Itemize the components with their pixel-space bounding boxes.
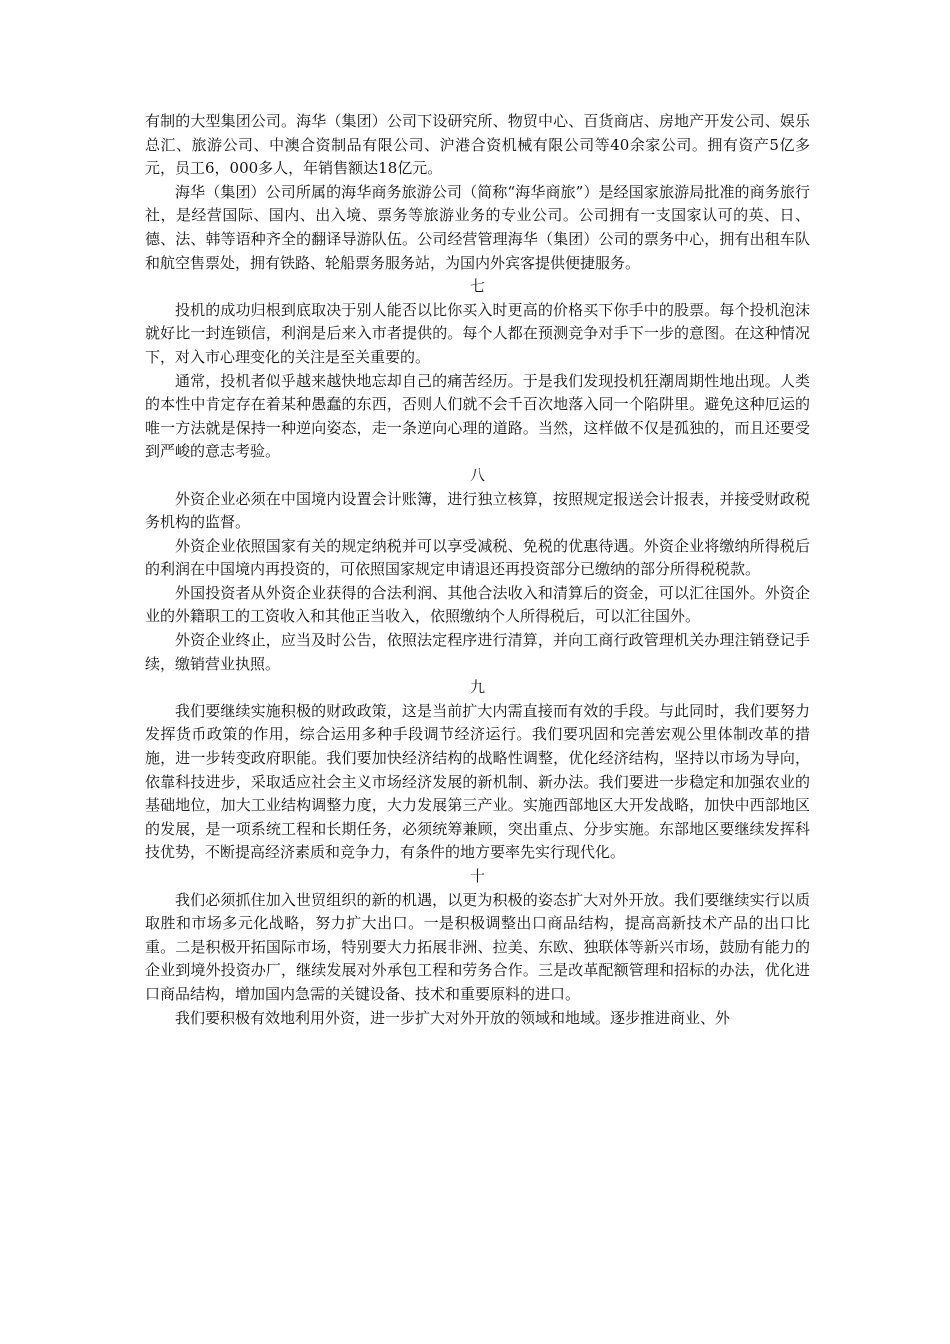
paragraph: 我们必须抓住加入世贸组织的新的机遇，以更为积极的姿态扩大对外开放。我们要继续实行以质取胜和市场多元化战略，努力扩大出口。一是积极调整出口商品结构，提高高新技术产品的出口比重。二是积极开拓国际市场，特别要大力拓展非洲、拉美、东欧、独联体等新兴市场，鼓励有能力的企业到境外投资办厂，继续发展对外承包工程和劳务合作。三是改革配额管理和招标的办法，优化进口商品结构，增加国内急需的关键设备、技术和重要原料的进口。	[145, 890, 810, 1003]
paragraph: 外资企业必须在中国境内设置会计账簿，进行独立核算，按照规定报送会计报表，并接受财政税务机构的监督。	[145, 489, 810, 532]
paragraph: 有制的大型集团公司。海华（集团）公司下设研究所、物贸中心、百货商店、房地产开发公司、娱乐总汇、旅游公司、中澳合资制品有限公司、沪港合资机械有限公司等40余家公司。拥有资产5亿多元，员工6，000多人，年销售额达18亿元。	[145, 112, 810, 178]
section-heading: 七	[469, 277, 485, 296]
paragraph: 外国投资者从外资企业获得的合法利润、其他合法收入和清算后的资金，可以汇往国外。外资企业的外籍职工的工资收入和其他正当收入，依照缴纳个人所得税后，可以汇往国外。	[145, 583, 810, 626]
document-page	[145, 110, 810, 1030]
paragraph: 外资企业依照国家有关的规定纳税并可以享受减税、免税的优惠待遇。外资企业将缴纳所得税后的利润在中国境内再投资的，可依照国家规定申请退还再投资部分已缴纳的部分所得税税款。	[145, 536, 810, 579]
paragraph: 我们要积极有效地利用外资，进一步扩大对外开放的领域和地域。逐步推进商业、外	[175, 1008, 731, 1027]
paragraph: 投机的成功归根到底取决于别人能否以比你买入时更高的价格买下你手中的股票。每个投机泡沫就好比一封连锁信，利润是后来入市者提供的。每个人都在预测竞争对手下一步的意图。在这种情况下，对入市心理变化的关注是至关重要的。	[145, 300, 810, 366]
paragraph: 我们要继续实施积极的财政政策，这是当前扩大内需直接而有效的手段。与此同时，我们要努力发挥货币政策的作用，综合运用多种手段调节经济运行。我们要巩固和完善宏观公里体制改革的措施，进一步转变政府职能。我们要加快经济结构的战略性调整，优化经济结构，坚持以市场为导向，依靠科技进步，采取适应社会主义市场经济发展的新机制、新办法。我们要进一步稳定和加强农业的基础地位，加大工业结构调整力度，大力发展第三产业。实施西部地区大开发战略，加快中西部地区的发展，是一项系统工程和长期任务，必须统筹兼顾，突出重点、分步实施。东部地区要继续发挥科技优势，不断提高经济素质和竞争力，有条件的地方要率先实行现代化。	[145, 701, 810, 862]
section-heading: 十	[469, 867, 485, 885]
paragraph: 通常，投机者似乎越来越快地忘却自己的痛苦经历。于是我们发现投机狂潮周期性地出现。人类的本性中肯定存在着某种愚蠢的东西，否则人们就不会千百次地落入同一个陷阱里。避免这种厄运的唯一方法就是保持一种逆向姿态，走一条逆向心理的道路。当然，这样做不仅是孤独的，而且还要受到严峻的意志考验。	[145, 371, 810, 461]
section-heading: 九	[469, 678, 485, 697]
paragraph: 外资企业终止，应当及时公告，依照法定程序进行清算，并向工商行政管理机关办理注销登记手续，缴销营业执照。	[145, 631, 810, 673]
section-heading: 八	[469, 465, 485, 484]
paragraph: 海华（集团）公司所属的海华商务旅游公司（简称“海华商旅”）是经国家旅游局批准的商务旅行社，是经营国际、国内、出入境、票务等旅游业务的专业公司。公司拥有一支国家认可的英、日、德、法、韩等语种齐全的翻译导游队伍。公司经营管理海华（集团）公司的票务中心，拥有出租车队和航空售票处，拥有铁路、轮船票务服务站，为国内外宾客提供便捷服务。	[145, 182, 810, 272]
